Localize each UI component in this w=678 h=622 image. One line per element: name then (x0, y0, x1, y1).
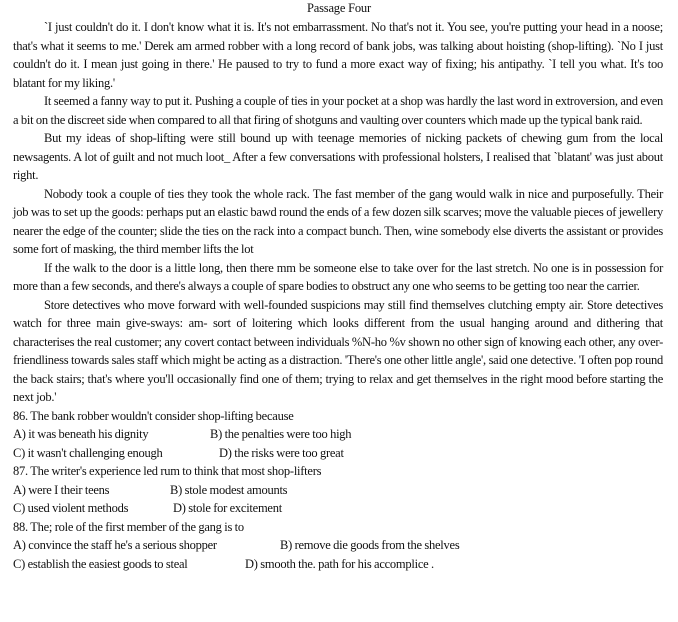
paragraph-5: If the walk to the door is a little long, then there mm be someone else to take over for the last stretch. No one is in possession for more than a few seconds, and there's always a couple of spare bodies to obstruct any one who seems to be getting too near the carrier. (13, 260, 663, 293)
option-row (13, 444, 663, 463)
option-d: D) stole for excitement (173, 501, 282, 515)
question-88 (13, 518, 663, 574)
option-row (13, 425, 663, 444)
option-row (13, 499, 663, 518)
question-stem: 88. The; role of the first member of the gang is to (13, 519, 244, 534)
option-b: B) remove die goods from the shelves (280, 538, 460, 552)
paragraph-3: But my ideas of shop-lifting were still bound up with teenage memories of nicking packets of chewing gum from the local newsagents. A lot of guilt and not much loot_ After a few conversations with professional holsters, I realised that `blatant' was just about right. (13, 131, 663, 182)
option-a: A) were I their teens (13, 482, 110, 497)
option-c: C) establish the easiest goods to steal (13, 556, 188, 571)
option-a: A) it was beneath his dignity (13, 427, 149, 441)
option-b: B) stole modest amounts (170, 482, 288, 497)
passage-body (13, 18, 663, 573)
paragraph-4: Nobody took a couple of ties they took the whole rack. The fast member of the gang would walk in nice and purposefully. Their job was to set up the goods: perhaps put an elastic bawd round the ends of a few dozen silk scarves; move the valuable pieces of jewellery nearer the edge of the counter; slide the ties on the rack into a compact bunch. Then, wine somebody else diverts the assistant or provides some fort of masking, the third member lifts the lot (13, 186, 663, 256)
paragraph-6: Store detectives who move forward with well-founded suspicions may still find themselves clutching empty air. Store detectives watch for three main give-sways: am- sort of loitering which looks different from the usual hanging around and dithering that characterises the real customer; any covert contact between individuals %N-ho %v shown no other sign of knowing each other, any over-friendliness towards sales staff which might be acting as a distraction. 'There's one other little angle', said one detective. 'I often pop round the back stairs; that's where you'll occasionally find one of them; trying to relax and get themselves in the right mood before starting the next job.' (13, 297, 663, 404)
option-d: D) smooth the. path for his accomplice . (245, 556, 434, 571)
option-d: D) the risks were too great (219, 445, 344, 460)
passage-title: Passage Four (307, 1, 371, 15)
question-stem: 86. The bank robber wouldn't consider shop-lifting because (13, 408, 294, 423)
option-c: C) it wasn't challenging enough (13, 445, 163, 460)
question-stem: 87. The writer's experience led rum to think that most shop-lifters (13, 464, 322, 478)
question-87 (13, 462, 663, 518)
option-row (13, 555, 663, 574)
paragraph-1: `I just couldn't do it. I don't know what it is. It's not embarrassment. No that's not it. You see, you're putting your head in a noose; that's what it seems to me.' Derek am armed robber with a long record of bank jobs, was talking about hoisting (shop-lifting). `No I just couldn't do it. I mean just going in there.' He paused to try to fund a more exact way of fixing; his antipathy. `I tell you what. It's too blatant for my liking.' (13, 20, 663, 90)
option-a: A) convince the staff he's a serious shopper (13, 538, 217, 552)
question-86 (13, 407, 663, 463)
option-row (13, 536, 663, 555)
paragraph-2: It seemed a fanny way to put it. Pushing a couple of ties in your pocket at a shop was hardly the last word in extroversion, and even a bit on the discreet side when compared to all that firing of shotguns and vaulting over counters which made up the typical bank raid. (13, 94, 663, 127)
option-row (13, 481, 663, 500)
option-b: B) the penalties were too high (210, 427, 352, 441)
option-c: C) used violent methods (13, 501, 129, 515)
